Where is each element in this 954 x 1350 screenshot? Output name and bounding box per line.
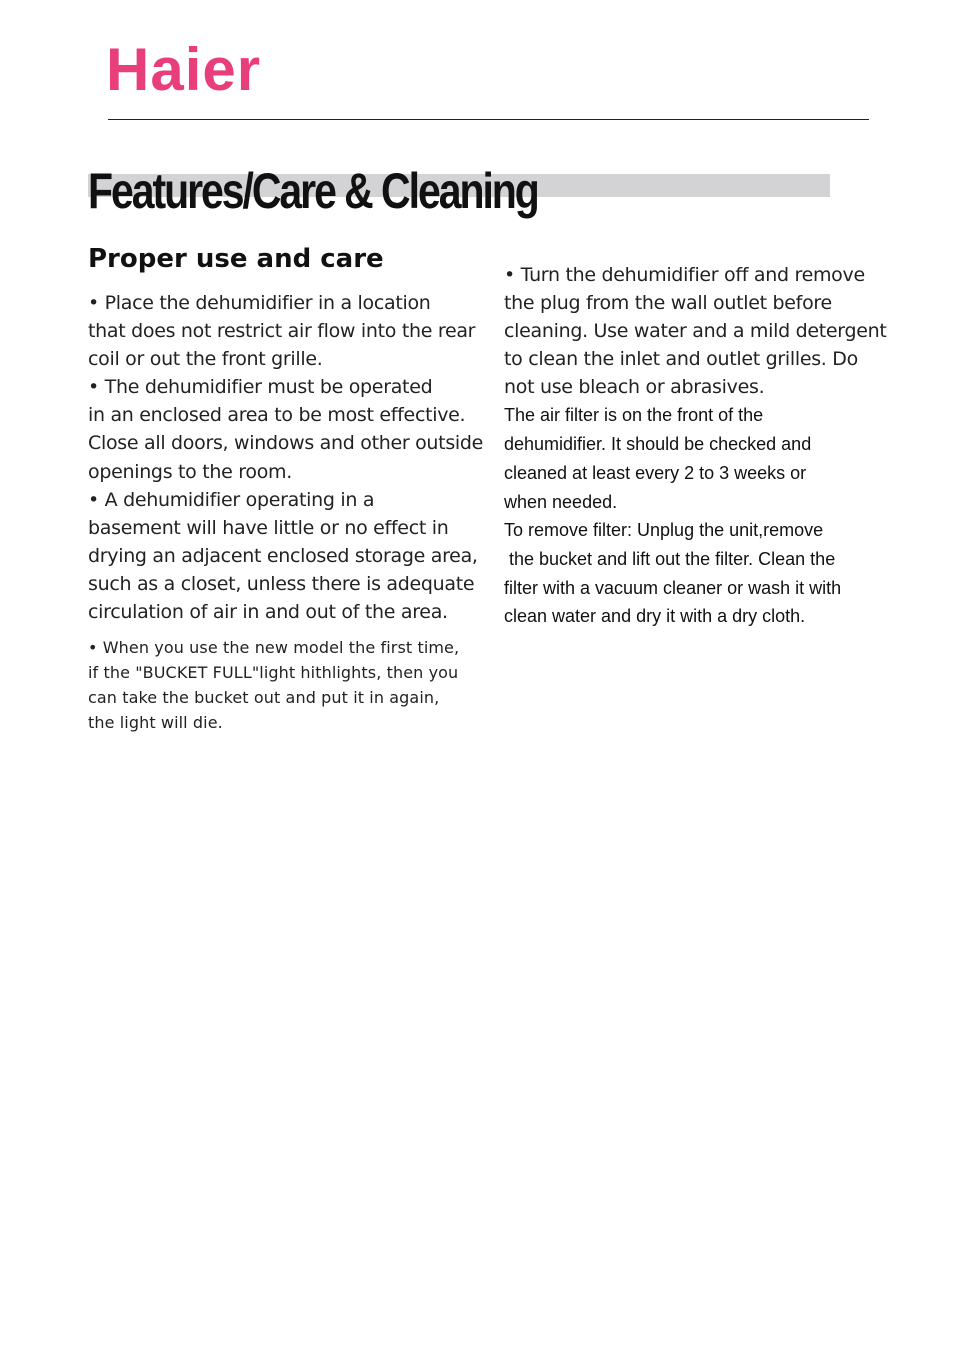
paragraph-placement: • Place the dehumidifier in a location that does not restrict air flow into the rear coil or out the front grille. <box>88 292 476 371</box>
paragraph-basement: • A dehumidifier operating in a basement will have little or no effect in drying an adjacent enclosed storage area, such as a closet, unless there is adequate circulation of air in and out of the area. <box>88 488 478 624</box>
paragraph-remove-filter: To remove filter: Unplug the unit,remove the bucket and lift out the filter. Clean the filter with a vacuum cleaner or wash it with clean water and dry it with a dry cloth. <box>504 520 842 627</box>
page-title: Features/Care & Cleaning <box>88 163 538 219</box>
paragraph-bucket-full: • When you use the new model the first time, if the "BUCKET FULL"light hithlights, then you can take the bucket out and put it in again, the light will die. <box>88 638 460 732</box>
header-divider <box>108 119 869 120</box>
right-column <box>504 261 887 631</box>
left-column <box>88 289 484 735</box>
paragraph-enclosed-area: • The dehumidifier must be operated in an enclosed area to be most effective. Close all doors, windows and other outside openings to the room. <box>88 376 484 483</box>
section-heading: Proper use and care <box>88 244 384 274</box>
haier-logo: Haier <box>106 36 262 103</box>
paragraph-air-filter: The air filter is on the front of the dehumidifier. It should be checked and cleaned at least every 2 to 3 weeks or when needed. <box>504 405 812 512</box>
paragraph-cleaning: • Turn the dehumidifier off and remove the plug from the wall outlet before cleaning. Use water and a mild detergent to clean the inlet and outlet grilles. Do not use bleach or abrasives. <box>504 264 887 399</box>
